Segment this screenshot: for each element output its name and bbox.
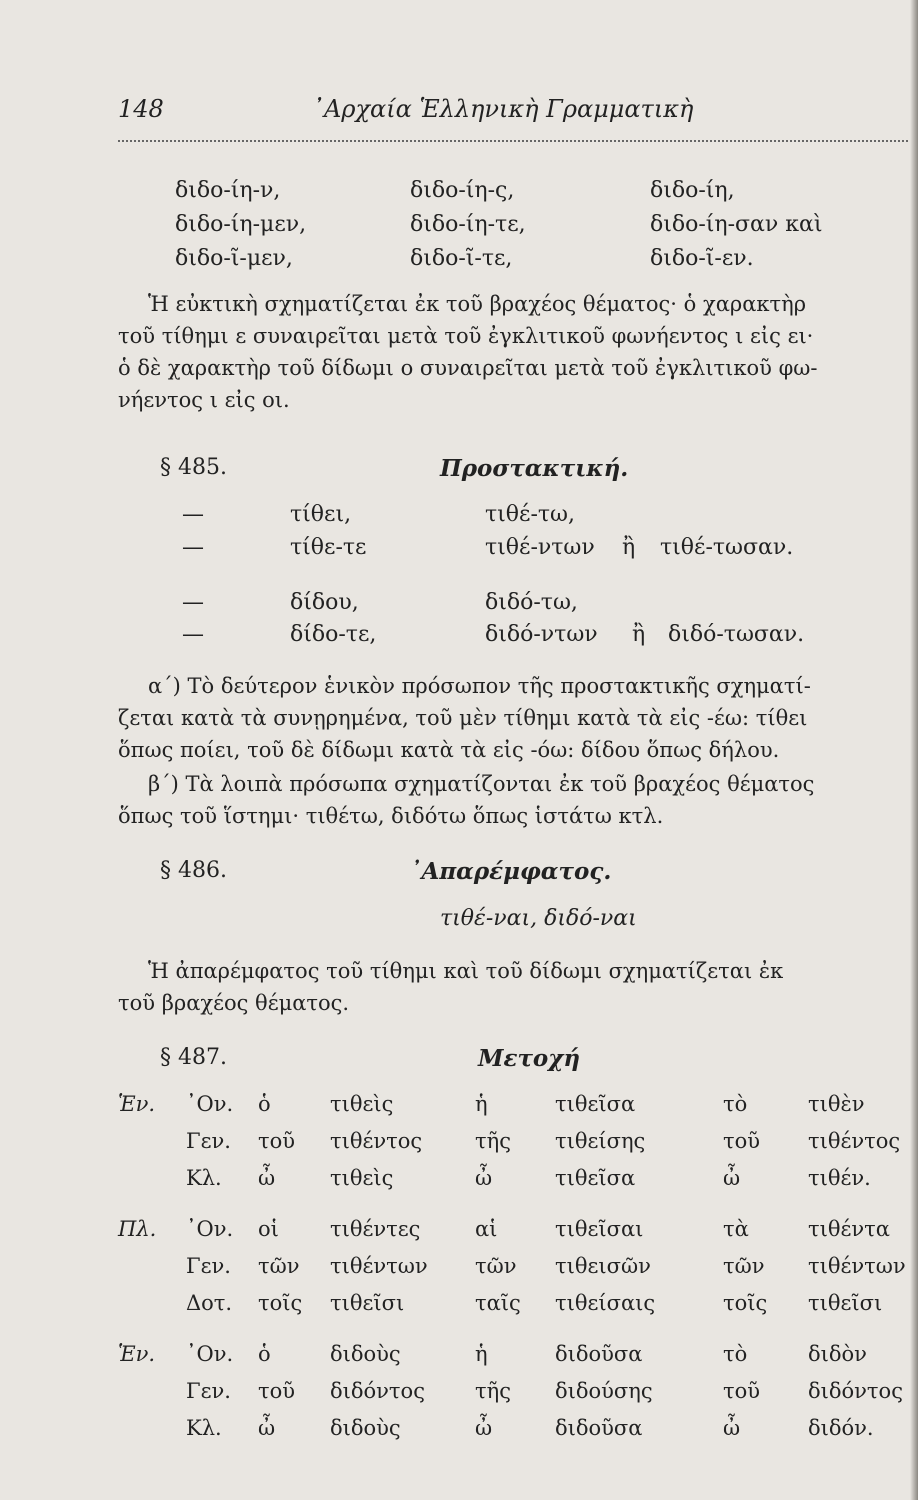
form: τίθει,	[290, 502, 352, 527]
article: τὰ	[723, 1217, 749, 1241]
text-line: ζεται κατὰ τὰ συνῃρημένα, τοῦ μὲν τίθημι κατὰ τὰ εἰς -έω: τίθει	[118, 706, 808, 730]
text-line: νήεντος ι εἰς οι.	[118, 388, 290, 412]
article: ἡ	[475, 1342, 488, 1366]
form: διδούσης	[555, 1379, 653, 1403]
running-title: ᾿Αρχαία Ἑλληνικὴ Γραμματικὴ	[312, 95, 694, 123]
article: ὦ	[475, 1166, 493, 1190]
article: τὸ	[723, 1342, 748, 1366]
form: διδόντος	[808, 1379, 903, 1403]
article: ὦ	[258, 1416, 276, 1440]
form: διδό-ντων	[485, 622, 598, 647]
article: αἱ	[475, 1217, 498, 1241]
page-edge-shadow	[910, 0, 918, 1500]
text-line: τοῦ βραχέος θέματος.	[118, 991, 350, 1015]
form: διδοῦσα	[555, 1342, 643, 1366]
article: τοῦ	[258, 1129, 296, 1153]
form: διδο-ίη-ς,	[410, 178, 515, 203]
number-label: Ἑν.	[118, 1092, 156, 1116]
text-line: α΄) Τὸ δεύτερον ἑνικὸν πρόσωπον τῆς προστακτικῆς σχηματί-	[148, 674, 811, 698]
form: διδο-ίη-σαν καὶ	[650, 212, 823, 237]
text-line: ὁ δὲ χαρακτὴρ τοῦ δίδωμι ο συναιρεῖται μετὰ τοῦ ἐγκλιτικοῦ φω-	[118, 356, 818, 380]
form: τιθέν.	[808, 1166, 871, 1190]
form: τιθέντων	[330, 1254, 428, 1278]
case-label: Γεν.	[186, 1254, 231, 1278]
header-rule	[118, 140, 908, 142]
table-row	[118, 1092, 908, 1129]
article: ὦ	[475, 1416, 493, 1440]
case-label: Γεν.	[186, 1379, 231, 1403]
form: διδο-ίη-μεν,	[175, 212, 307, 237]
form: τιθεῖσαι	[555, 1217, 644, 1241]
form: τίθε-τε	[290, 535, 367, 560]
article: ὦ	[258, 1166, 276, 1190]
form: διδο-ίη-ν,	[175, 178, 281, 203]
form: τιθὲν	[808, 1092, 865, 1116]
table-row	[118, 1379, 908, 1416]
form: τιθεῖσι	[330, 1291, 405, 1315]
section-heading: Μετοχή	[478, 1045, 581, 1072]
group-gap	[118, 1328, 908, 1342]
form: διδό-τω,	[485, 590, 578, 615]
table-row	[118, 1291, 908, 1328]
form: διδό-τωσαν.	[668, 622, 805, 647]
article: ἡ	[475, 1092, 488, 1116]
participle-table	[118, 1092, 908, 1453]
form: τιθέ-ντων	[485, 535, 595, 560]
conjunction: ἢ	[632, 622, 646, 647]
number-label: Πλ.	[118, 1217, 157, 1241]
case-label: Κλ.	[186, 1166, 222, 1190]
article: τῶν	[723, 1254, 765, 1278]
form: τιθείσης	[555, 1129, 646, 1153]
form: δίδο-τε,	[290, 622, 377, 647]
note-a	[118, 670, 908, 766]
form: τιθεισῶν	[555, 1254, 651, 1278]
text-line: β΄) Τὰ λοιπὰ πρόσωπα σχηματίζονται ἐκ τοῦ βραχέος θέματος	[148, 772, 815, 796]
form: τιθείσαις	[555, 1291, 656, 1315]
article: τῶν	[475, 1254, 517, 1278]
conjunction: ἢ	[622, 535, 636, 560]
table-row	[118, 1166, 908, 1203]
article: ταῖς	[475, 1291, 521, 1315]
article: τῆς	[475, 1129, 511, 1153]
group-gap	[118, 1203, 908, 1217]
dash: —	[182, 590, 204, 615]
note-b	[118, 768, 908, 832]
form: τιθεῖσι	[808, 1291, 883, 1315]
form: διδὸν	[808, 1342, 867, 1366]
form: διδοὺς	[330, 1342, 401, 1366]
form: τιθέ-τωσαν.	[660, 535, 794, 560]
form: διδο-ῖ-τε,	[410, 246, 513, 271]
form: τιθεὶς	[330, 1092, 394, 1116]
form: διδο-ίη,	[650, 178, 735, 203]
form: τιθέντων	[808, 1254, 906, 1278]
table-row	[118, 1342, 908, 1379]
form: τιθέντος	[808, 1129, 901, 1153]
section-number: § 485.	[160, 455, 227, 480]
form: τιθέ-τω,	[485, 502, 575, 527]
dash: —	[182, 622, 204, 647]
text-line: Ἡ ἀπαρέμφατος τοῦ τίθημι καὶ τοῦ δίδωμι σχηματίζεται ἐκ	[148, 959, 784, 983]
article: οἱ	[258, 1217, 279, 1241]
dash: —	[182, 535, 204, 560]
article: ὁ	[258, 1342, 271, 1366]
form: διδο-ῖ-εν.	[650, 246, 754, 271]
section-heading: Προστακτική.	[440, 455, 629, 482]
dash: —	[182, 502, 204, 527]
infinitive-forms: τιθέ-ναι, διδό-ναι	[440, 906, 637, 931]
table-row	[118, 1217, 908, 1254]
article: τοῦ	[723, 1379, 761, 1403]
table-row	[118, 1254, 908, 1291]
form: διδόντος	[330, 1379, 425, 1403]
article: τὸ	[723, 1092, 748, 1116]
page-number: 148	[118, 95, 164, 123]
article: τῆς	[475, 1379, 511, 1403]
case-label: ᾿Ον.	[186, 1217, 234, 1241]
case-label: ᾿Ον.	[186, 1342, 234, 1366]
table-row	[118, 1129, 908, 1166]
section-heading: ᾿Απαρέμφατος.	[410, 858, 612, 885]
form: διδο-ίη-τε,	[410, 212, 526, 237]
case-label: Γεν.	[186, 1129, 231, 1153]
text-line: ὅπως ποίει, τοῦ δὲ δίδωμι κατὰ τὰ εἰς -όω: δίδου ὅπως δήλου.	[118, 738, 780, 762]
section-number: § 487.	[160, 1045, 227, 1070]
article: ὦ	[723, 1166, 741, 1190]
form: τιθεὶς	[330, 1166, 394, 1190]
case-label: Κλ.	[186, 1416, 222, 1440]
form: δίδου,	[290, 590, 359, 615]
form: τιθεῖσα	[555, 1166, 636, 1190]
text-line: ὅπως τοῦ ἵστημι· τιθέτω, διδότω ὅπως ἱστάτω κτλ.	[118, 804, 664, 828]
infinitive-paragraph	[118, 955, 908, 1019]
form: διδο-ῖ-μεν,	[175, 246, 293, 271]
form: διδοῦσα	[555, 1416, 643, 1440]
case-label: Δοτ.	[186, 1291, 233, 1315]
article: ὦ	[723, 1416, 741, 1440]
form: τιθέντος	[330, 1129, 423, 1153]
number-label: Ἑν.	[118, 1342, 156, 1366]
text-line: τοῦ τίθημι ε συναιρεῖται μετὰ τοῦ ἐγκλιτικοῦ φωνήεντος ι εἰς ει·	[118, 324, 814, 348]
article: τοῦ	[258, 1379, 296, 1403]
form: τιθεῖσα	[555, 1092, 636, 1116]
form: τιθέντες	[330, 1217, 421, 1241]
section-number: § 486.	[160, 858, 227, 883]
article: τοῦ	[723, 1129, 761, 1153]
optative-paragraph	[118, 288, 908, 416]
article: τοῖς	[723, 1291, 768, 1315]
case-label: ᾿Ον.	[186, 1092, 234, 1116]
form: διδοὺς	[330, 1416, 401, 1440]
article: τῶν	[258, 1254, 300, 1278]
article: τοῖς	[258, 1291, 303, 1315]
table-row	[118, 1416, 908, 1453]
form: διδόν.	[808, 1416, 874, 1440]
article: ὁ	[258, 1092, 271, 1116]
text-line: Ἡ εὐκτικὴ σχηματίζεται ἐκ τοῦ βραχέος θέματος· ὁ χαρακτὴρ	[148, 292, 807, 316]
form: τιθέντα	[808, 1217, 890, 1241]
